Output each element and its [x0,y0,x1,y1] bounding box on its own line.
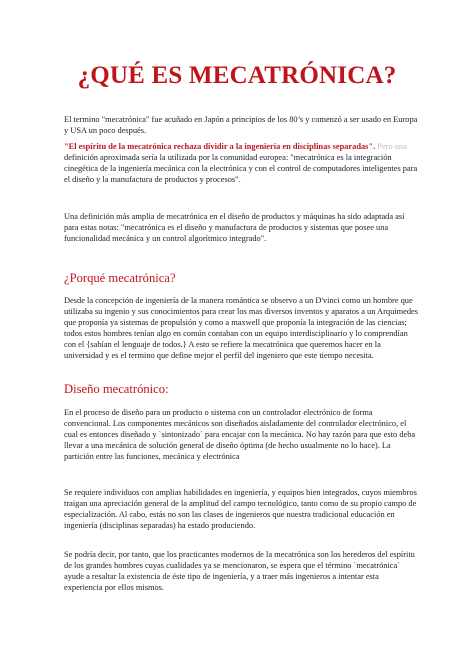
section-heading-diseno: Diseño mecatrónico: [64,382,169,396]
quote-highlight: "El espíritu de la mecatrónica rechaza dividir a la ingeniería en disciplinas separadas". [64,142,376,151]
section-heading-porque: ¿Porqué mecatrónica? [64,271,176,285]
page-title: ¿QUÉ ES MECATRÓNICA? [77,62,397,89]
quote-paragraph [64,141,418,185]
diseno-paragraph-1: En el proceso de diseño para un producto o sistema con un controlador electrónico de forma convencional. Los componentes mecánicos son diseñados aisladamente del controlador electrónico, el cual es entonces diseñado y `sintonizado` para encajar con la mecánica. No hay razón para que esto deba llevar a una mecánica de solución general de diseño óptima (de hecho usualmente no lo hace). La partición entre las funciones, mecánica y electrónica [64,408,416,461]
quote-faded-text: Pero una [375,142,407,151]
porque-paragraph: Desde la concepción de ingeniería de la manera romántica se observo a un D'vinci como un hombre que utilizaba su ingenio y sus conocimientos para crear los mas diversos inventos y aparatos a un Arquimedes que proponía ya sistemas de propulsión y como a maxwell que proponía la integración de las ciencias; todos estos hombres tenían algo en común contaban con un equipo interdisciplinario y lo comprendían con el {sabían el lenguaje de todos.} A esto se refiere la mecatrónica que queremos hacer en la universidad y es el termino que define mejor el perfil del ingeniero que este tiempo necesita. [64,296,418,360]
intro-paragraph: El termino "mecatrónica" fue acuñado en Japón a principios de los 80’s y comenzó a ser usado en Europa y USA un poco después. [64,115,418,135]
quote-rest: definición aproximada sería la utilizada por la comunidad europea: "mecatrónica es la integración cinegética de la ingeniería mecánica con la electrónica y con el control de computadores inteligentes para el diseño y la manufactura de productos y procesos". [64,153,418,184]
definition-paragraph: Una definición más amplia de mecatrónica en el diseño de productos y máquinas ha sido adaptada así para estas notas: "mecatrónica es el diseño y manufactura de productos y sistemas que posee una funcionalidad mecánica y un control algorítmico integrado". [64,212,405,243]
diseno-paragraph-3: Se podría decir, por tanto, que los practicantes modernos de la mecatrónica son los herederos del espíritu de los grandes hombres cuyas cualidades ya se mencionaron, se espera que el término `mecatrónica` ayude a resaltar la existencia de éste tipo de ingeniería, y a traer más ingenieros a intentar esta experiencia por ellos mismos. [64,550,415,592]
diseno-paragraph-2: Se requiere individuos con amplias habilidades en ingeniería, y equipos bien integrados, cuyos miembros traigan una apreciación general de la amplitud del campo tecnológico, tanto como de su propio campo de especialización. Al cabo, estás no son las clases de ingenieros que nuestra tradicional educación en ingeniería (disciplinas separadas) ha estado produciendo. [64,488,417,530]
